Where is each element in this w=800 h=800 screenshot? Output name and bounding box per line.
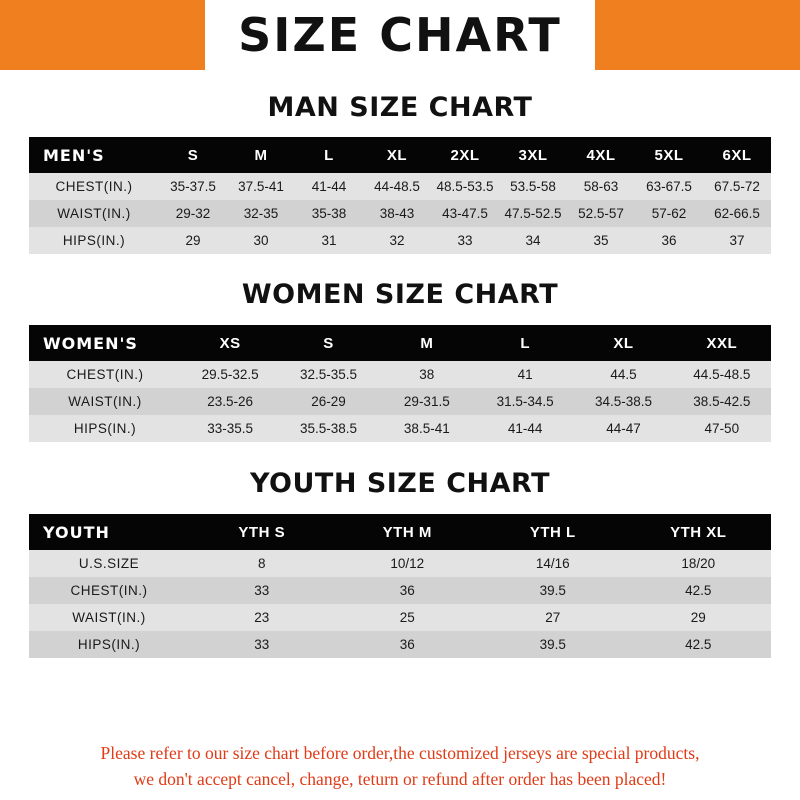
- cell: 42.5: [626, 577, 772, 604]
- table-row: [29, 227, 771, 254]
- youth-table-wrap: [29, 514, 771, 658]
- row-label: HIPS(IN.): [29, 227, 159, 254]
- cell: 33: [189, 631, 335, 658]
- cell: 25: [335, 604, 481, 631]
- row-label: CHEST(IN.): [29, 577, 189, 604]
- cell: 47-50: [673, 415, 771, 442]
- column-header: XL: [363, 137, 431, 173]
- cell: 29: [159, 227, 227, 254]
- cell: 41-44: [476, 415, 574, 442]
- table-row: [29, 631, 771, 658]
- cell: 36: [335, 577, 481, 604]
- cell: 36: [335, 631, 481, 658]
- row-label: HIPS(IN.): [29, 631, 189, 658]
- cell: 37.5-41: [227, 173, 295, 200]
- cell: 31: [295, 227, 363, 254]
- cell: 42.5: [626, 631, 772, 658]
- table-header-row: [29, 514, 771, 550]
- column-header: YTH XL: [626, 514, 772, 550]
- cell: 38: [378, 361, 476, 388]
- column-header: XS: [181, 325, 279, 361]
- man-table-wrap: [29, 137, 771, 254]
- column-header: M: [378, 325, 476, 361]
- cell: 27: [480, 604, 626, 631]
- column-header: YOUTH: [29, 514, 189, 550]
- table-row: [29, 415, 771, 442]
- policy-note: [0, 740, 800, 792]
- cell: 32-35: [227, 200, 295, 227]
- cell: 33: [431, 227, 499, 254]
- cell: 29: [626, 604, 772, 631]
- policy-note-line-2: we don't accept cancel, change, teturn or refund after order has been placed!: [133, 769, 667, 789]
- cell: 23.5-26: [181, 388, 279, 415]
- cell: 35: [567, 227, 635, 254]
- women-section-title: WOMEN SIZE CHART: [241, 279, 559, 310]
- page-title: SIZE CHART: [238, 8, 562, 62]
- cell: 47.5-52.5: [499, 200, 567, 227]
- cell: 41: [476, 361, 574, 388]
- column-header: S: [279, 325, 377, 361]
- table-row: [29, 361, 771, 388]
- cell: 44.5-48.5: [673, 361, 771, 388]
- cell: 34.5-38.5: [574, 388, 672, 415]
- row-label: U.S.SIZE: [29, 550, 189, 577]
- cell: 38.5-42.5: [673, 388, 771, 415]
- cell: 29-32: [159, 200, 227, 227]
- cell: 30: [227, 227, 295, 254]
- column-header: YTH L: [480, 514, 626, 550]
- cell: 44-48.5: [363, 173, 431, 200]
- row-label: CHEST(IN.): [29, 173, 159, 200]
- table-row: [29, 604, 771, 631]
- banner-left-block: [0, 0, 205, 70]
- column-header: L: [295, 137, 363, 173]
- cell: 8: [189, 550, 335, 577]
- column-header: M: [227, 137, 295, 173]
- cell: 32.5-35.5: [279, 361, 377, 388]
- cell: 34: [499, 227, 567, 254]
- table-row: [29, 577, 771, 604]
- column-header: 6XL: [703, 137, 771, 173]
- row-label: CHEST(IN.): [29, 361, 181, 388]
- cell: 35-37.5: [159, 173, 227, 200]
- cell: 33: [189, 577, 335, 604]
- column-header: XXL: [673, 325, 771, 361]
- cell: 53.5-58: [499, 173, 567, 200]
- table-header-row: [29, 325, 771, 361]
- cell: 36: [635, 227, 703, 254]
- youth-size-table: [29, 514, 771, 658]
- cell: 35-38: [295, 200, 363, 227]
- column-header: XL: [574, 325, 672, 361]
- column-header: YTH S: [189, 514, 335, 550]
- table-row: [29, 388, 771, 415]
- cell: 37: [703, 227, 771, 254]
- column-header: MEN'S: [29, 137, 159, 173]
- cell: 10/12: [335, 550, 481, 577]
- cell: 26-29: [279, 388, 377, 415]
- cell: 29-31.5: [378, 388, 476, 415]
- cell: 67.5-72: [703, 173, 771, 200]
- policy-note-line-1: Please refer to our size chart before order,the customized jerseys are special products,: [100, 743, 700, 763]
- table-row: [29, 550, 771, 577]
- cell: 38.5-41: [378, 415, 476, 442]
- column-header: 2XL: [431, 137, 499, 173]
- youth-section-title: YOUTH SIZE CHART: [249, 468, 551, 499]
- man-size-table: [29, 137, 771, 254]
- cell: 38-43: [363, 200, 431, 227]
- cell: 44-47: [574, 415, 672, 442]
- cell: 33-35.5: [181, 415, 279, 442]
- table-row: [29, 200, 771, 227]
- cell: 52.5-57: [567, 200, 635, 227]
- women-table-wrap: [29, 325, 771, 442]
- cell: 32: [363, 227, 431, 254]
- cell: 14/16: [480, 550, 626, 577]
- cell: 63-67.5: [635, 173, 703, 200]
- column-header: 5XL: [635, 137, 703, 173]
- cell: 31.5-34.5: [476, 388, 574, 415]
- cell: 39.5: [480, 631, 626, 658]
- row-label: WAIST(IN.): [29, 604, 189, 631]
- cell: 62-66.5: [703, 200, 771, 227]
- man-section-title: MAN SIZE CHART: [267, 92, 533, 123]
- cell: 29.5-32.5: [181, 361, 279, 388]
- women-size-table: [29, 325, 771, 442]
- cell: 23: [189, 604, 335, 631]
- header-banner: [0, 0, 800, 70]
- column-header: 3XL: [499, 137, 567, 173]
- table-header-row: [29, 137, 771, 173]
- cell: 39.5: [480, 577, 626, 604]
- table-row: [29, 173, 771, 200]
- cell: 58-63: [567, 173, 635, 200]
- column-header: S: [159, 137, 227, 173]
- row-label: WAIST(IN.): [29, 388, 181, 415]
- column-header: L: [476, 325, 574, 361]
- cell: 48.5-53.5: [431, 173, 499, 200]
- cell: 57-62: [635, 200, 703, 227]
- column-header: 4XL: [567, 137, 635, 173]
- cell: 18/20: [626, 550, 772, 577]
- row-label: WAIST(IN.): [29, 200, 159, 227]
- cell: 44.5: [574, 361, 672, 388]
- column-header: WOMEN'S: [29, 325, 181, 361]
- cell: 35.5-38.5: [279, 415, 377, 442]
- cell: 41-44: [295, 173, 363, 200]
- row-label: HIPS(IN.): [29, 415, 181, 442]
- column-header: YTH M: [335, 514, 481, 550]
- banner-right-block: [595, 0, 800, 70]
- cell: 43-47.5: [431, 200, 499, 227]
